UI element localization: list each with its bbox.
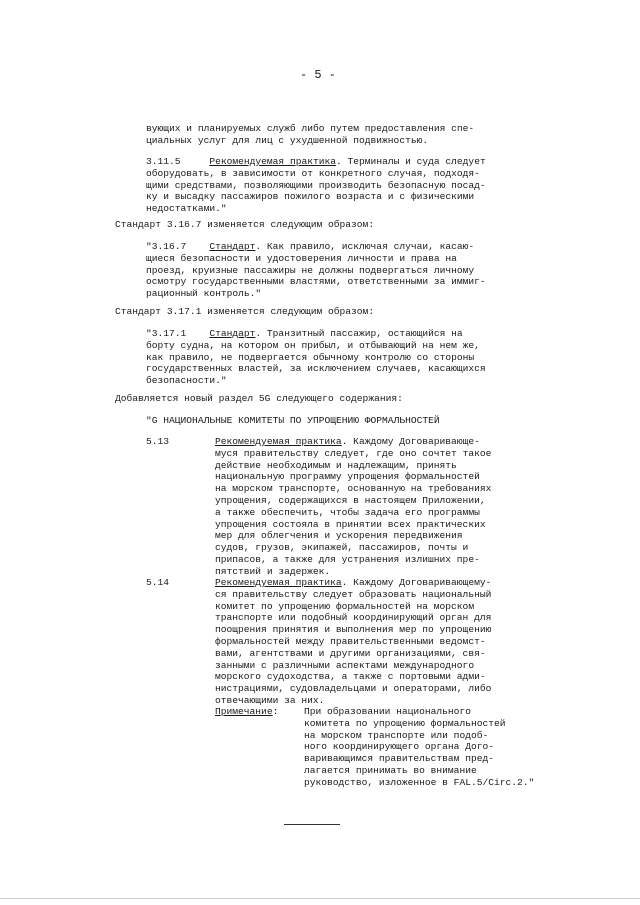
text-line: варивающимся правительствам пред- [304, 753, 494, 765]
text-line: проезд, круизные пассажиры не должны подвергаться личному [146, 264, 475, 276]
text-line: осмотру государственными властями, ответственными за иммиг- [146, 276, 486, 288]
text-line: упрощения, содержащихся в настоящем Приложении, [215, 494, 486, 506]
text-line: припасов, а также для устранения излишних пре- [215, 553, 480, 565]
text-line: безопасности." [146, 375, 227, 387]
recommended-practice-5-13 [215, 436, 491, 578]
clause-label: Стандарт [209, 241, 256, 252]
text-line: лагается принимать во внимание [304, 764, 477, 776]
intro-section-5g: Добавляется новый раздел 5G следующего содержания: [115, 393, 403, 404]
recommended-practice-3-11-5 [146, 156, 486, 215]
text-line: на морском транспорте или подоб- [304, 729, 489, 741]
text-line: поощрения принятия и выполнения мер по упрощению [215, 624, 492, 636]
text-line: на морском транспорте, основанную на требованиях [215, 483, 492, 495]
note-label-text: Примечание [215, 706, 273, 717]
text-line: комитет по упрощению формальностей на морском [215, 600, 475, 612]
text-line: . Транзитный пассажир, остающийся на [255, 328, 463, 339]
text-line: комитета по упрощению формальностей [304, 717, 506, 729]
text-line: вующих и планируемых служб либо путем предоставления спе- [146, 123, 475, 134]
text-line: . Как правило, исключая случаи, касаю- [255, 241, 475, 252]
text-line: щиеся безопасности и удостоверения личности и права на [146, 252, 457, 264]
text-line: государственных властей, за исключением случаев, касающихся [146, 363, 486, 375]
text-line: ного координирующего органа Дого- [304, 741, 494, 753]
clause-label: Рекомендуемая практика [209, 156, 337, 167]
continuation-paragraph [146, 123, 474, 147]
note-label [215, 706, 278, 718]
clause-label: Стандарт [209, 328, 256, 339]
note-body [304, 706, 534, 789]
clause-number: "3.16.7 [146, 241, 187, 252]
text-line: При образовании национального [304, 706, 471, 717]
recommended-practice-5-14 [215, 577, 491, 707]
text-line: действие необходимым и надлежащим, принять [215, 459, 457, 471]
clause-number-5-13: 5.13 [146, 436, 170, 447]
section-5g-heading: "G НАЦИОНАЛЬНЫЕ КОМИТЕТЫ ПО УПРОЩЕНИЮ ФОРМАЛЬНОСТЕЙ [146, 415, 440, 426]
closing-rule [284, 824, 340, 825]
text-line: национальную программу упрощения формальностей [215, 471, 480, 483]
text-line: ся правительству следует образовать национальный [215, 588, 492, 600]
standard-3-17-1 [146, 328, 486, 387]
text-line: морского судоходства, а также с портовыми адми- [215, 671, 486, 683]
intro-standard-3-16-7: Стандарт 3.16.7 изменяется следующим образом: [115, 219, 375, 230]
text-line: а также обеспечить, чтобы задача его программы [215, 506, 480, 518]
text-line: . Терминалы и суда следует [336, 156, 486, 167]
text-line: как правило, не подвергается обычному контролю со стороны [146, 351, 475, 363]
text-line: муся правительству следует, где оно сочтет такое [215, 447, 492, 459]
text-line: занными с различными аспектами международного [215, 659, 475, 671]
standard-3-16-7 [146, 241, 486, 300]
text-line: пятствий и задержек. [215, 565, 331, 577]
text-line: недостатками." [146, 203, 227, 215]
text-line: оборудовать, в зависимости от конкретного случая, подходя- [146, 167, 480, 179]
text-line: вами, агентствами и другими организациями, свя- [215, 647, 486, 659]
text-line: упрощения состояла в принятии всех практических [215, 518, 486, 530]
text-line: борту судна, на котором он прибыл, и отбывающий на нем же, [146, 339, 480, 351]
text-line: судов, грузов, экипажей, пассажиров, почты и [215, 542, 469, 554]
clause-label: Рекомендуемая практика [215, 436, 342, 447]
clause-label: Рекомендуемая практика [215, 577, 342, 588]
text-line: ку и высадку пассажиров пожилого возраста и с физическими [146, 191, 475, 203]
text-line: формальностей между правительственными ведомст- [215, 635, 486, 647]
text-line: . Каждому Договаривающе- [341, 436, 480, 447]
clause-number: 3.11.5 [146, 156, 181, 167]
text-line: руководство, изложенное в FAL.5/Circ.2." [304, 776, 535, 788]
clause-number: "3.17.1 [146, 328, 187, 339]
clause-number-5-14: 5.14 [146, 577, 170, 588]
text-line: отвечающими за них. [215, 694, 325, 706]
text-line: циальных услуг для лиц с ухудшенной подвижностью. [146, 134, 429, 146]
text-line: транспорте или подобный координирующий орган для [215, 612, 492, 624]
text-line: рационный контроль." [146, 288, 262, 300]
page-bottom-edge [0, 898, 640, 899]
text-line: . Каждому Договаривающему- [341, 577, 492, 588]
text-line: нистрациями, судовладельцами и операторами, либо [215, 683, 492, 695]
text-line: щими средствами, позволяющими производить безопасную посад- [146, 179, 486, 191]
page-number: - 5 - [300, 68, 337, 82]
note-label-colon: : [272, 706, 279, 717]
intro-standard-3-17-1: Стандарт 3.17.1 изменяется следующим образом: [115, 306, 375, 317]
text-line: мер для облегчения и ускорения передвижения [215, 530, 463, 542]
